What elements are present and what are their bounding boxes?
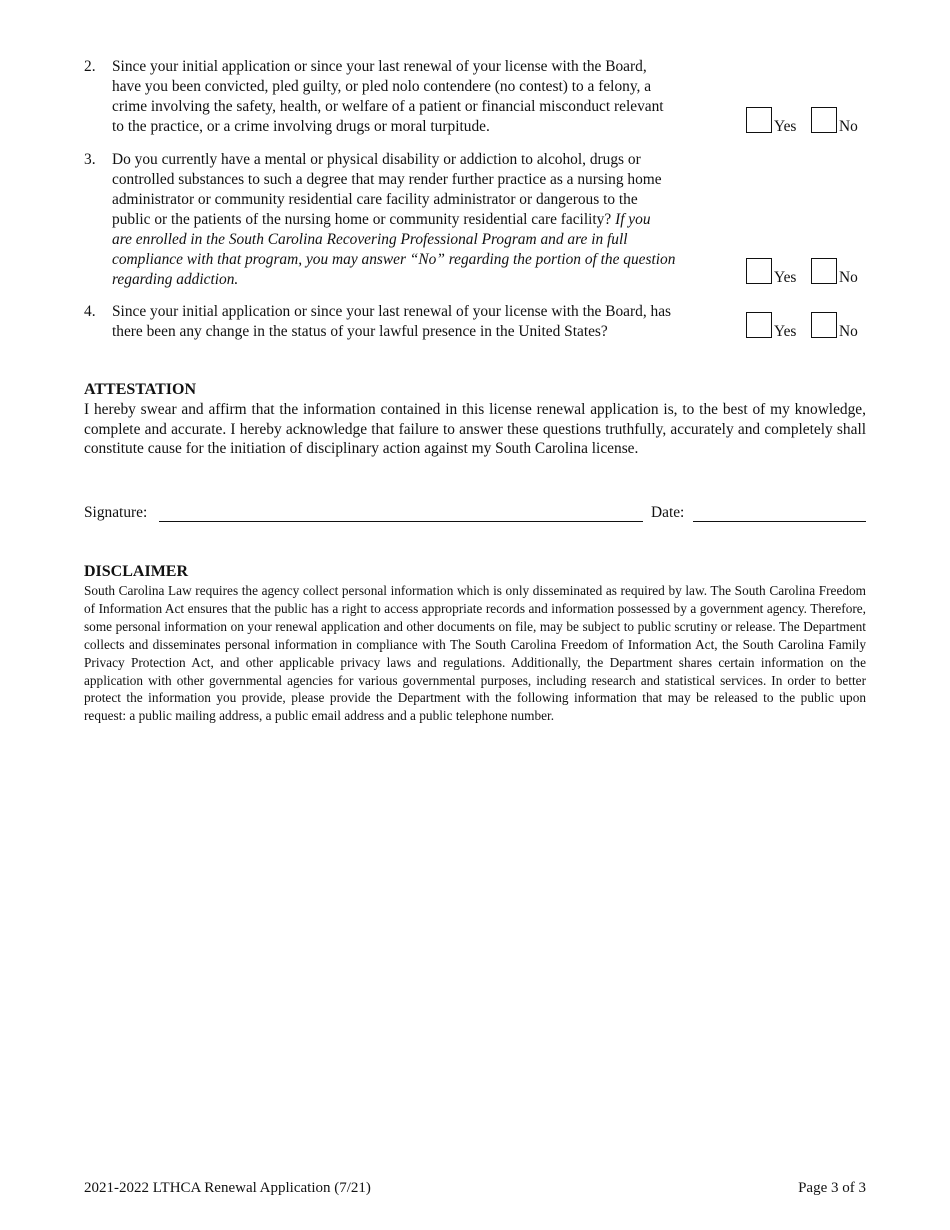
question-line: controlled substances to such a degree that may render further practice as a nursing home	[112, 171, 662, 188]
question-line-text: public or the patients of the nursing home or community residential care facility?	[112, 211, 612, 228]
no-label: No	[839, 323, 858, 340]
question-line: crime involving the safety, health, or welfare of a patient or financial misconduct relevant	[112, 98, 664, 115]
question-number: 4.	[84, 303, 96, 320]
footer-form-title: 2021-2022 LTHCA Renewal Application (7/21)	[84, 1180, 371, 1196]
date-label: Date:	[651, 504, 685, 521]
italic-note-line: regarding addiction.	[112, 271, 239, 288]
question-4	[84, 302, 744, 342]
yes-label: Yes	[774, 323, 797, 340]
question-number: 3.	[84, 151, 96, 168]
signature-field[interactable]	[159, 521, 643, 522]
no-label: No	[839, 118, 858, 135]
yes-checkbox[interactable]	[746, 258, 772, 284]
question-text	[112, 57, 664, 137]
question-line: Since your initial application or since your last renewal of your license with the Board,	[112, 58, 647, 75]
attestation-heading: ATTESTATION	[84, 381, 197, 398]
question-line: administrator or community residential care facility administrator or dangerous to the	[112, 191, 638, 208]
no-checkbox[interactable]	[811, 312, 837, 338]
question-3-answer	[746, 258, 866, 286]
yes-label: Yes	[774, 269, 797, 286]
no-label: No	[839, 269, 858, 286]
italic-note: If you	[615, 211, 651, 228]
yes-label: Yes	[774, 118, 797, 135]
question-text	[112, 302, 752, 342]
question-line: there been any change in the status of your lawful presence in the United States?	[112, 323, 608, 340]
disclaimer-heading: DISCLAIMER	[84, 563, 189, 580]
signature-label: Signature:	[84, 504, 148, 521]
disclaimer-text: South Carolina Law requires the agency collect personal information which is only disseminated as required by law. The South Carolina Freedom of Information Act ensures that the public has a right to access appropriate records and information possessed by a government agency. Therefore, some personal information on your renewal application and other documents on file, may be subject to public scrutiny or release. The Department collects and disseminates personal information in compliance with The South Carolina Freedom of Information Act, the South Carolina Family Privacy Protection Act, and other applicable privacy laws and regulations. Additionally, the Department shares certain information on the application with other governmental agencies for various governmental purposes, including research and statistical services. In order to better protect the information you provide, please provide the Department with the following information that may be released to the public upon request: a public mailing address, a public email address and a public telephone number.	[84, 583, 866, 724]
question-line	[112, 210, 752, 230]
question-line: Since your initial application or since your last renewal of your license with the Board, has	[112, 303, 672, 320]
question-3	[84, 150, 744, 290]
question-number: 2.	[84, 58, 96, 75]
italic-note-line: are enrolled in the South Carolina Recovering Professional Program and are in full	[112, 231, 628, 248]
question-line: Do you currently have a mental or physical disability or addiction to alcohol, drugs or	[112, 151, 641, 168]
footer-page-number: Page 3 of 3	[798, 1180, 866, 1196]
question-line: have you been convicted, pled guilty, or pled nolo contendere (no contest) to a felony, a	[112, 78, 652, 95]
question-4-answer	[746, 312, 866, 340]
date-field[interactable]	[693, 521, 866, 522]
no-checkbox[interactable]	[811, 258, 837, 284]
yes-checkbox[interactable]	[746, 312, 772, 338]
question-line: to the practice, or a crime involving drugs or moral turpitude.	[112, 118, 490, 135]
no-checkbox[interactable]	[811, 107, 837, 133]
yes-checkbox[interactable]	[746, 107, 772, 133]
italic-note-line: compliance with that program, you may answer “No” regarding the portion of the question	[112, 251, 676, 268]
question-text	[112, 150, 752, 290]
question-2-answer	[746, 107, 866, 135]
attestation-text: I hereby swear and affirm that the information contained in this license renewal application is, to the best of my knowledge, complete and accurate. I hereby acknowledge that failure to answer these questions truthfully, accurately and completely shall constitute cause for the initiation of disciplinary action against my South Carolina license.	[84, 401, 866, 458]
question-2	[84, 57, 744, 137]
signature-row	[84, 503, 866, 525]
